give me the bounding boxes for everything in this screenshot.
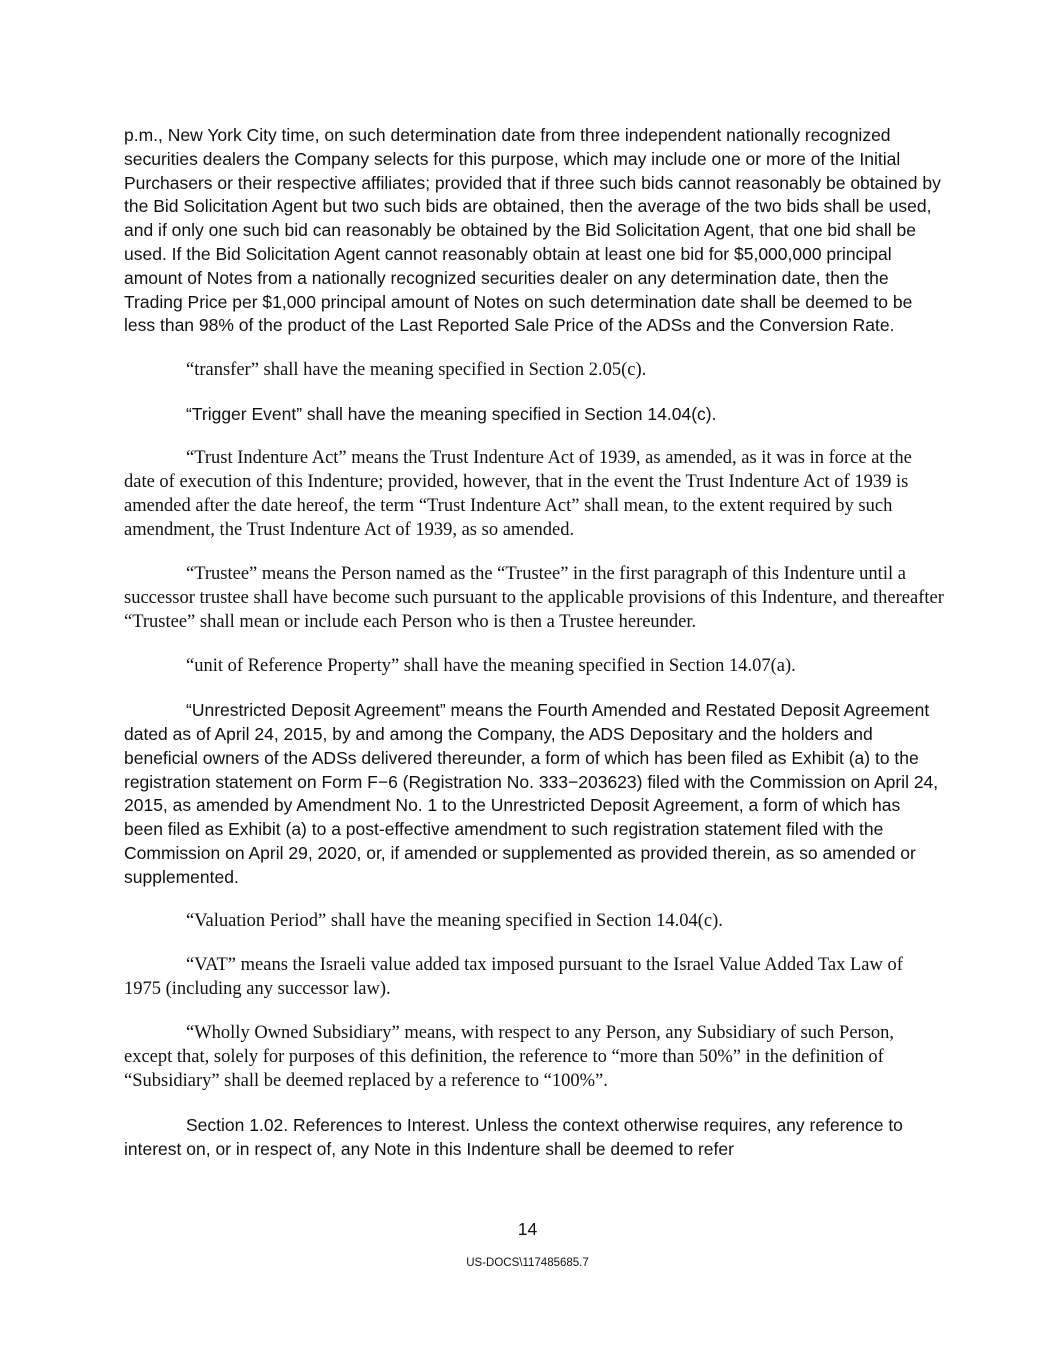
definition-trigger-event: “Trigger Event” shall have the meaning specified in Section 14.04(c). <box>186 403 717 424</box>
definition-trustee: “Trustee” means the Person named as the “Trustee” in the first paragraph of this Indenture until a successor trustee shall have become such pursuant to the applicable provisions of this Indenture, and thereafter “Trustee” shall mean or include each Person who is then a Trustee hereunder. <box>124 563 944 632</box>
definition-wholly-owned-subsidiary: “Wholly Owned Subsidiary” means, with respect to any Person, any Subsidiary of such Person, except that, solely for purposes of this definition, the reference to “more than 50%” in the definition of “Subsidiary” shall be deemed replaced by a reference to “100%”. <box>124 1023 895 1091</box>
section-1-02-references-to-interest: Section 1.02. References to Interest. Unless the context otherwise requires, any reference to interest on, or in respect of, any Note in this Indenture shall be deemed to refer <box>124 1115 903 1160</box>
definition-unit-of-reference-property: “unit of Reference Property” shall have the meaning specified in Section 14.07(a). <box>186 655 796 676</box>
definition-vat: “VAT” means the Israeli value added tax imposed pursuant to the Israel Value Added Tax Law of 1975 (including any successor law). <box>124 955 903 1000</box>
document-body <box>124 124 944 1182</box>
definition-valuation-period: “Valuation Period” shall have the meaning specified in Section 14.04(c). <box>186 911 723 932</box>
paragraph-trading-price-continuation: p.m., New York City time, on such determination date from three independent nationally recognized securities dealers the Company selects for this purpose, which may include one or more of the Initial Purchasers or their respective affiliates; provided that if three such bids cannot reasonably be obtained by the Bid Solicitation Agent but two such bids are obtained, then the average of the two bids shall be used, and if only one such bid can reasonably be obtained by the Bid Solicitation Agent, that one bid shall be used. If the Bid Solicitation Agent cannot reasonably obtain at least one bid for $5,000,000 principal amount of Notes from a nationally recognized securities dealer on any determination date, then the Trading Price per $1,000 principal amount of Notes on such determination date shall be deemed to be less than 98% of the product of the Last Reported Sale Price of the ADSs and the Conversion Rate. <box>124 125 941 336</box>
definition-unrestricted-deposit-agreement: “Unrestricted Deposit Agreement” means the Fourth Amended and Restated Deposit Agreement dated as of April 24, 2015, by and among the Company, the ADS Depositary and the holders and beneficial owners of the ADSs delivered thereunder, a form of which has been filed as Exhibit (a) to the registration statement on Form F−6 (Registration No. 333−203623) filed with the Commission on April 24, 2015, as amended by Amendment No. 1 to the Unrestricted Deposit Agreement, a form of which has been filed as Exhibit (a) to a post-effective amendment to such registration statement filed with the Commission on April 29, 2020, or, if amended or supplemented as provided therein, as so amended or supplemented. <box>124 700 939 887</box>
definition-transfer: “transfer” shall have the meaning specified in Section 2.05(c). <box>186 359 647 380</box>
document-id: US-DOCS\117485685.7 <box>466 1257 589 1269</box>
page-number: 14 <box>517 1219 538 1239</box>
definition-trust-indenture-act: “Trust Indenture Act” means the Trust Indenture Act of 1939, as amended, as it was in force at the date of execution of this Indenture; provided, however, that in the event the Trust Indenture Act of 1939 is amended after the date hereof, the term “Trust Indenture Act” shall mean, to the extent required by such amendment, the Trust Indenture Act of 1939, as so amended. <box>124 448 912 540</box>
